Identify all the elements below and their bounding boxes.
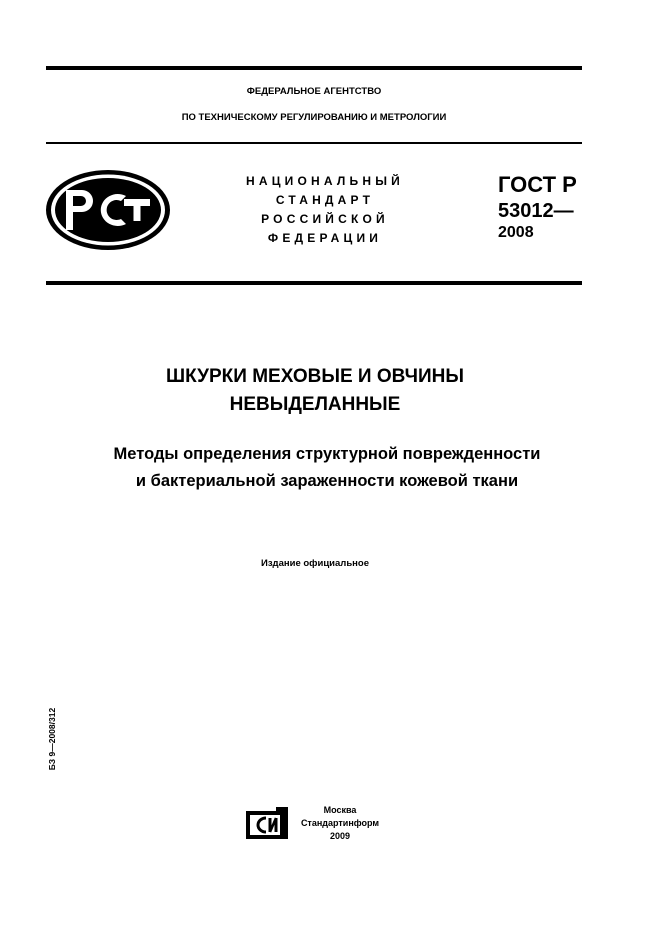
side-code-text: БЗ 9—2008/312 (47, 707, 57, 771)
standard-type-line1: НАЦИОНАЛЬНЫЙ (245, 174, 405, 188)
rst-certification-mark-icon (44, 168, 172, 252)
standard-type-line3: РОССИЙСКОЙ (261, 212, 389, 226)
gost-number: 53012— (498, 200, 574, 222)
agency-name-line1: ФЕДЕРАЛЬНОЕ АГЕНТСТВО (246, 86, 382, 97)
publisher-name: Стандартинформ (300, 818, 380, 828)
standard-type-line4: ФЕДЕРАЦИИ (267, 231, 383, 245)
standartinform-logo-icon (244, 805, 290, 841)
document-subtitle-line2: и бактериальной зараженности кожевой ткани (135, 472, 519, 490)
document-subtitle-line1: Методы определения структурной поврежденности (113, 445, 541, 463)
document-title-line2: НЕВЫДЕЛАННЫЕ (229, 394, 401, 415)
publisher-year: 2009 (329, 831, 351, 841)
edition-label: Издание официальное (261, 558, 369, 569)
document-title-line1: ШКУРКИ МЕХОВЫЕ И ОВЧИНЫ (166, 366, 464, 387)
header-rule (46, 142, 582, 144)
header-bottom-rule (46, 281, 582, 285)
agency-name-line2: ПО ТЕХНИЧЕСКОМУ РЕГУЛИРОВАНИЮ И МЕТРОЛОГИИ (181, 112, 447, 123)
gost-prefix: ГОСТ Р (498, 172, 577, 197)
publisher-city: Москва (323, 805, 357, 815)
gost-year: 2008 (498, 224, 534, 241)
standard-type-line2: СТАНДАРТ (275, 193, 375, 207)
top-rule (46, 66, 582, 70)
